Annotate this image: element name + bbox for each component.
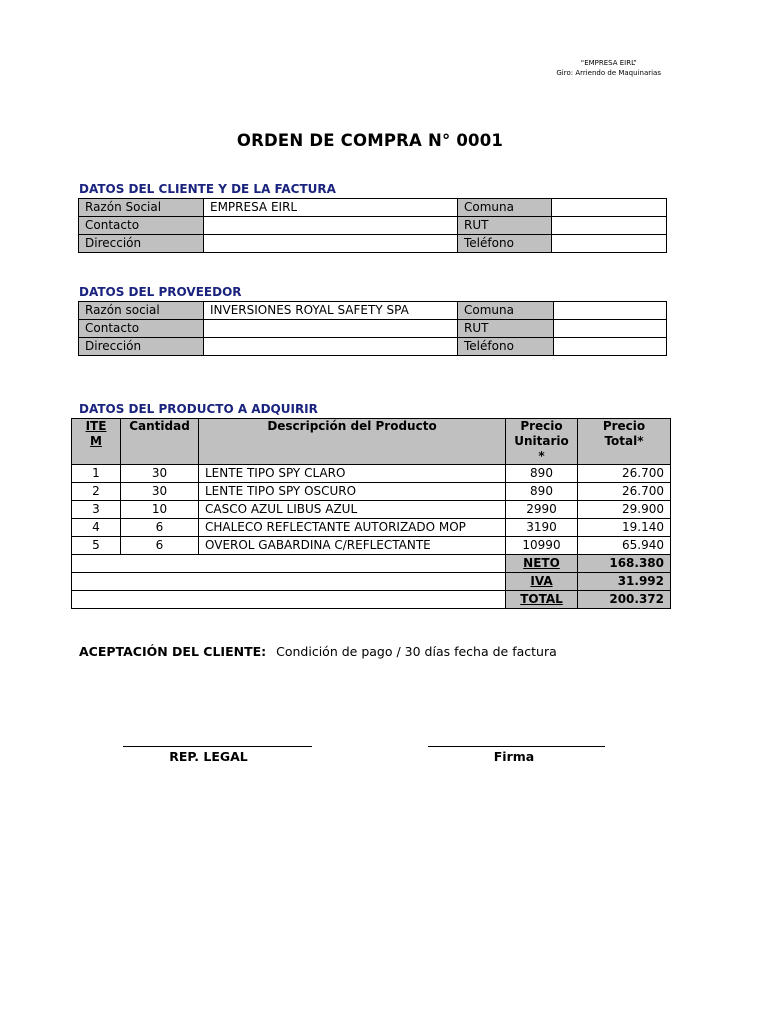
item-descripcion: CASCO AZUL LIBUS AZUL [199,501,506,519]
client-label-rut: RUT [458,217,552,235]
client-label-telefono: Teléfono [458,235,552,253]
table-row [72,501,671,519]
item-unitario: 890 [506,465,578,483]
supplier-label-direccion: Dirección [79,338,204,356]
item-number: 1 [72,465,121,483]
table-row [72,465,671,483]
table-row [79,338,667,356]
item-total: 29.900 [578,501,671,519]
client-label-contacto: Contacto [79,217,204,235]
item-unitario: 890 [506,483,578,501]
item-cantidad: 30 [121,465,199,483]
client-label-direccion: Dirección [79,235,204,253]
totals-row-iva [72,573,671,591]
product-header-row [72,419,671,465]
header-total: Precio Total* [578,419,671,465]
item-descripcion: OVEROL GABARDINA C/REFLECTANTE [199,537,506,555]
table-row [79,302,667,320]
totals-spacer [72,591,506,609]
item-unitario: 10990 [506,537,578,555]
totals-row-total [72,591,671,609]
neto-label: NETO [506,555,578,573]
item-total: 65.940 [578,537,671,555]
header-item: ITE M [72,419,121,465]
item-cantidad: 30 [121,483,199,501]
client-value-rut [552,217,667,235]
item-number: 2 [72,483,121,501]
supplier-label-rut: RUT [458,320,554,338]
total-value: 200.372 [578,591,671,609]
totals-spacer [72,573,506,591]
table-row [79,199,667,217]
firma-signature-line [428,746,605,747]
item-number: 3 [72,501,121,519]
client-value-razon: EMPRESA EIRL [204,199,458,217]
client-value-direccion [204,235,458,253]
acceptance-text: Condición de pago / 30 días fecha de factura [276,644,557,659]
table-row [72,483,671,501]
supplier-table [78,301,667,356]
totals-row-neto [72,555,671,573]
item-number: 4 [72,519,121,537]
item-total: 26.700 [578,483,671,501]
item-unitario: 2990 [506,501,578,519]
supplier-value-direccion [204,338,458,356]
item-cantidad: 6 [121,537,199,555]
company-header [556,58,661,78]
rep-legal-signature-line [123,746,312,747]
item-cantidad: 6 [121,519,199,537]
item-total: 19.140 [578,519,671,537]
total-label: TOTAL [506,591,578,609]
table-row [79,320,667,338]
supplier-label-contacto: Contacto [79,320,204,338]
supplier-value-comuna [554,302,667,320]
supplier-value-razon: INVERSIONES ROYAL SAFETY SPA [204,302,458,320]
client-table [78,198,667,253]
supplier-section-title: DATOS DEL PROVEEDOR [79,285,242,299]
supplier-value-telefono [554,338,667,356]
page-title: ORDEN DE COMPRA N° 0001 [236,131,504,150]
item-number: 5 [72,537,121,555]
table-row [72,537,671,555]
client-value-comuna [552,199,667,217]
supplier-value-contacto [204,320,458,338]
table-row [79,217,667,235]
header-descripcion: Descripción del Producto [199,419,506,465]
client-section-title: DATOS DEL CLIENTE Y DE LA FACTURA [79,182,336,196]
supplier-value-rut [554,320,667,338]
iva-value: 31.992 [578,573,671,591]
client-label-razon: Razón Social [79,199,204,217]
client-value-contacto [204,217,458,235]
header-cantidad: Cantidad [121,419,199,465]
supplier-label-razon: Razón social [79,302,204,320]
item-descripcion: LENTE TIPO SPY CLARO [199,465,506,483]
rep-legal-label: REP. LEGAL [169,749,248,764]
item-descripcion: CHALECO REFLECTANTE AUTORIZADO MOP [199,519,506,537]
product-table [71,418,671,609]
client-label-comuna: Comuna [458,199,552,217]
company-name: “EMPRESA EIRL” [580,59,637,67]
item-descripcion: LENTE TIPO SPY OSCURO [199,483,506,501]
supplier-label-comuna: Comuna [458,302,554,320]
product-section-title: DATOS DEL PRODUCTO A ADQUIRIR [79,402,318,416]
header-unitario: Precio Unitario * [506,419,578,465]
acceptance-line [79,644,557,659]
table-row [72,519,671,537]
item-unitario: 3190 [506,519,578,537]
acceptance-label: ACEPTACIÓN DEL CLIENTE: [79,644,267,659]
company-giro: Giro: Arriendo de Maquinarias [556,69,661,77]
supplier-label-telefono: Teléfono [458,338,554,356]
firma-label: Firma [493,749,535,764]
table-row [79,235,667,253]
totals-spacer [72,555,506,573]
iva-label: IVA [506,573,578,591]
client-value-telefono [552,235,667,253]
neto-value: 168.380 [578,555,671,573]
item-cantidad: 10 [121,501,199,519]
item-total: 26.700 [578,465,671,483]
